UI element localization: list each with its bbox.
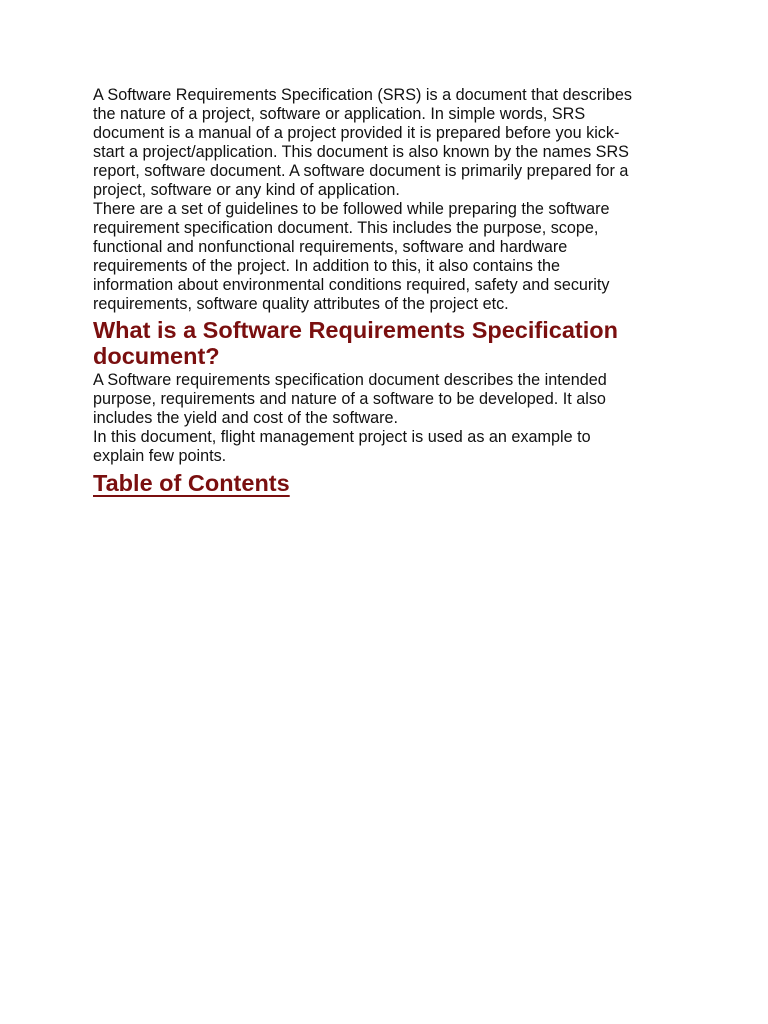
document-page: [93, 86, 693, 497]
table-of-contents-heading: Table of Contents: [93, 470, 290, 496]
section-heading: What is a Software Requirements Specification document?: [93, 317, 618, 369]
section-paragraph-1: A Software requirements specification document describes the intended purpose, requirements and nature of a software to be developed. It also includes the yield and cost of the software.: [93, 371, 607, 427]
intro-paragraph-1: A Software Requirements Specification (SRS) is a document that describes the nature of a project, software or application. In simple words, SRS document is a manual of a project provided it is prepared before you kick- start a project/application. This document is also known by the names SRS report, software document. A software document is primarily prepared for a project, software or any kind of application.: [93, 86, 632, 199]
section-paragraph-2: In this document, flight management project is used as an example to explain few points.: [93, 428, 591, 465]
intro-paragraph-2: There are a set of guidelines to be followed while preparing the software requirement specification document. This includes the purpose, scope, functional and nonfunctional requirements, software and hardware requirements of the project. In addition to this, it also contains the information about environmental conditions required, safety and security requirements, software quality attributes of the project etc.: [93, 200, 610, 313]
